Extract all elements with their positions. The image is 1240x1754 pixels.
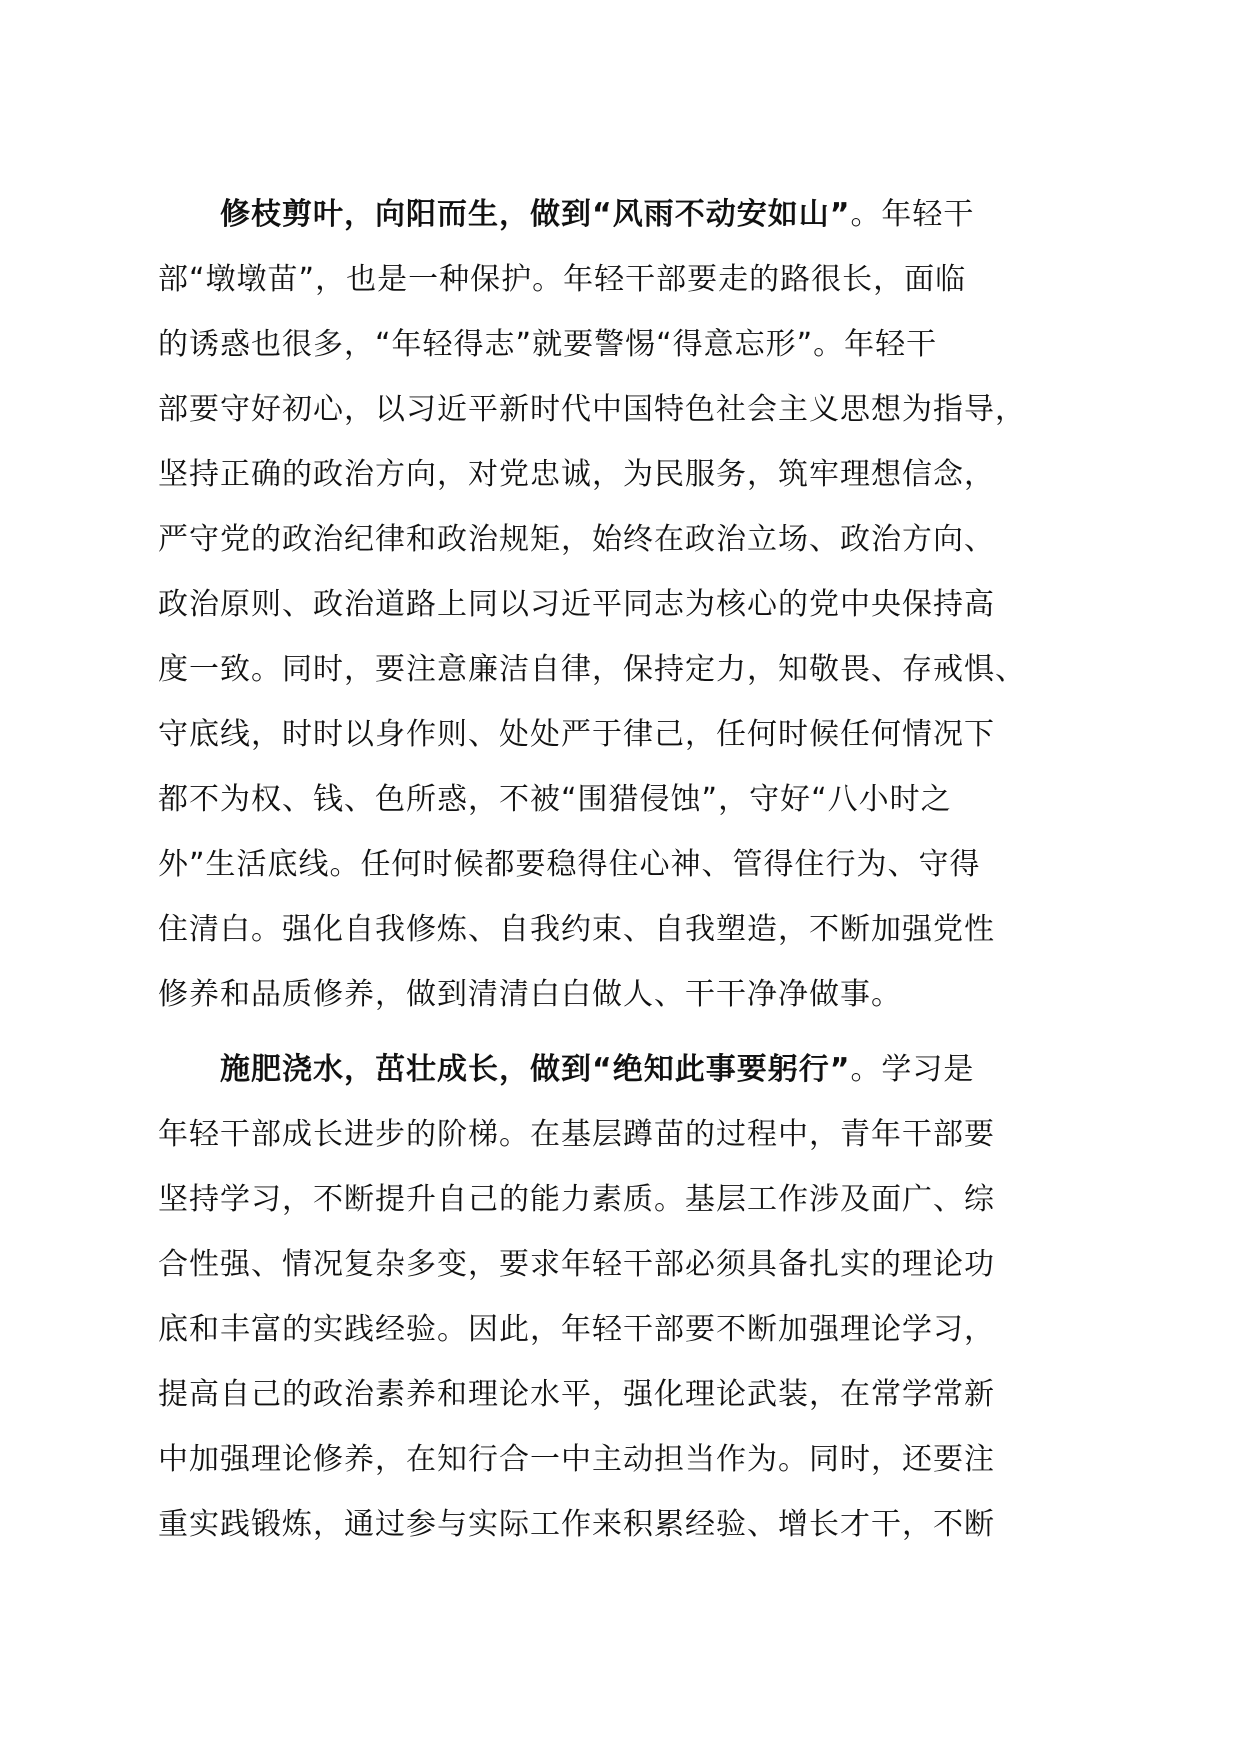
paragraph-line: 的诱惑也很多，“年轻得志”就要警惕“得意忘形”。年轻干 — [158, 327, 938, 362]
paragraph-line: 重实践锻炼，通过参与实际工作来积累经验、增长才干，不断 — [158, 1507, 995, 1542]
paragraph-line: 住清白。强化自我修炼、自我约束、自我塑造，不断加强党性 — [158, 912, 995, 947]
paragraph-line: 坚持学习，不断提升自己的能力素质。基层工作涉及面广、综 — [158, 1182, 995, 1217]
paragraph-line: 部要守好初心，以习近平新时代中国特色社会主义思想为指导， — [158, 392, 1026, 427]
paragraph-line: 中加强理论修养，在知行合一中主动担当作为。同时，还要注 — [158, 1442, 995, 1477]
paragraph-line: 度一致。同时，要注意廉洁自律，保持定力，知敬畏、存戒惧、 — [158, 652, 1026, 687]
paragraph-line: 严守党的政治纪律和政治规矩，始终在政治立场、政治方向、 — [158, 522, 995, 557]
paragraph-line: 部“墩墩苗”，也是一种保护。年轻干部要走的路很长，面临 — [158, 262, 967, 297]
paragraph-line: 守底线，时时以身作则、处处严于律己，任何时候任何情况下 — [158, 717, 995, 752]
paragraph-spacer — [158, 1027, 1088, 1037]
paragraph-line: 年轻干部成长进步的阶梯。在基层蹲苗的过程中，青年干部要 — [158, 1117, 995, 1152]
document-body — [158, 182, 1088, 1557]
paragraph-2 — [158, 1037, 1088, 1557]
paragraph-line: 提高自己的政治素养和理论水平，强化理论武装，在常学常新 — [158, 1377, 995, 1412]
paragraph-first-line — [158, 1037, 1088, 1102]
paragraph-line: 政治原则、政治道路上同以习近平同志为核心的党中央保持高 — [158, 587, 995, 622]
paragraph-line: 修养和品质修养，做到清清白白做人、干干净净做事。 — [158, 977, 902, 1012]
paragraph-text: 。年轻干 — [850, 197, 975, 232]
paragraph-lead-heading: 修枝剪叶，向阳而生，做到“风雨不动安如山” — [220, 197, 851, 232]
paragraph-1 — [158, 182, 1088, 1027]
paragraph-line: 都不为权、钱、色所惑，不被“围猎侵蚀”，守好“八小时之 — [158, 782, 952, 817]
paragraph-line: 合性强、情况复杂多变，要求年轻干部必须具备扎实的理论功 — [158, 1247, 995, 1282]
paragraph-first-line — [158, 182, 1088, 247]
paragraph-line: 底和丰富的实践经验。因此，年轻干部要不断加强理论学习， — [158, 1312, 995, 1347]
paragraph-lead-heading: 施肥浇水，茁壮成长，做到“绝知此事要躬行” — [220, 1052, 851, 1087]
paragraph-text: 。学习是 — [850, 1052, 975, 1087]
paragraph-line: 外”生活底线。任何时候都要稳得住心神、管得住行为、守得 — [158, 847, 981, 882]
paragraph-line: 坚持正确的政治方向，对党忠诚，为民服务，筑牢理想信念， — [158, 457, 995, 492]
